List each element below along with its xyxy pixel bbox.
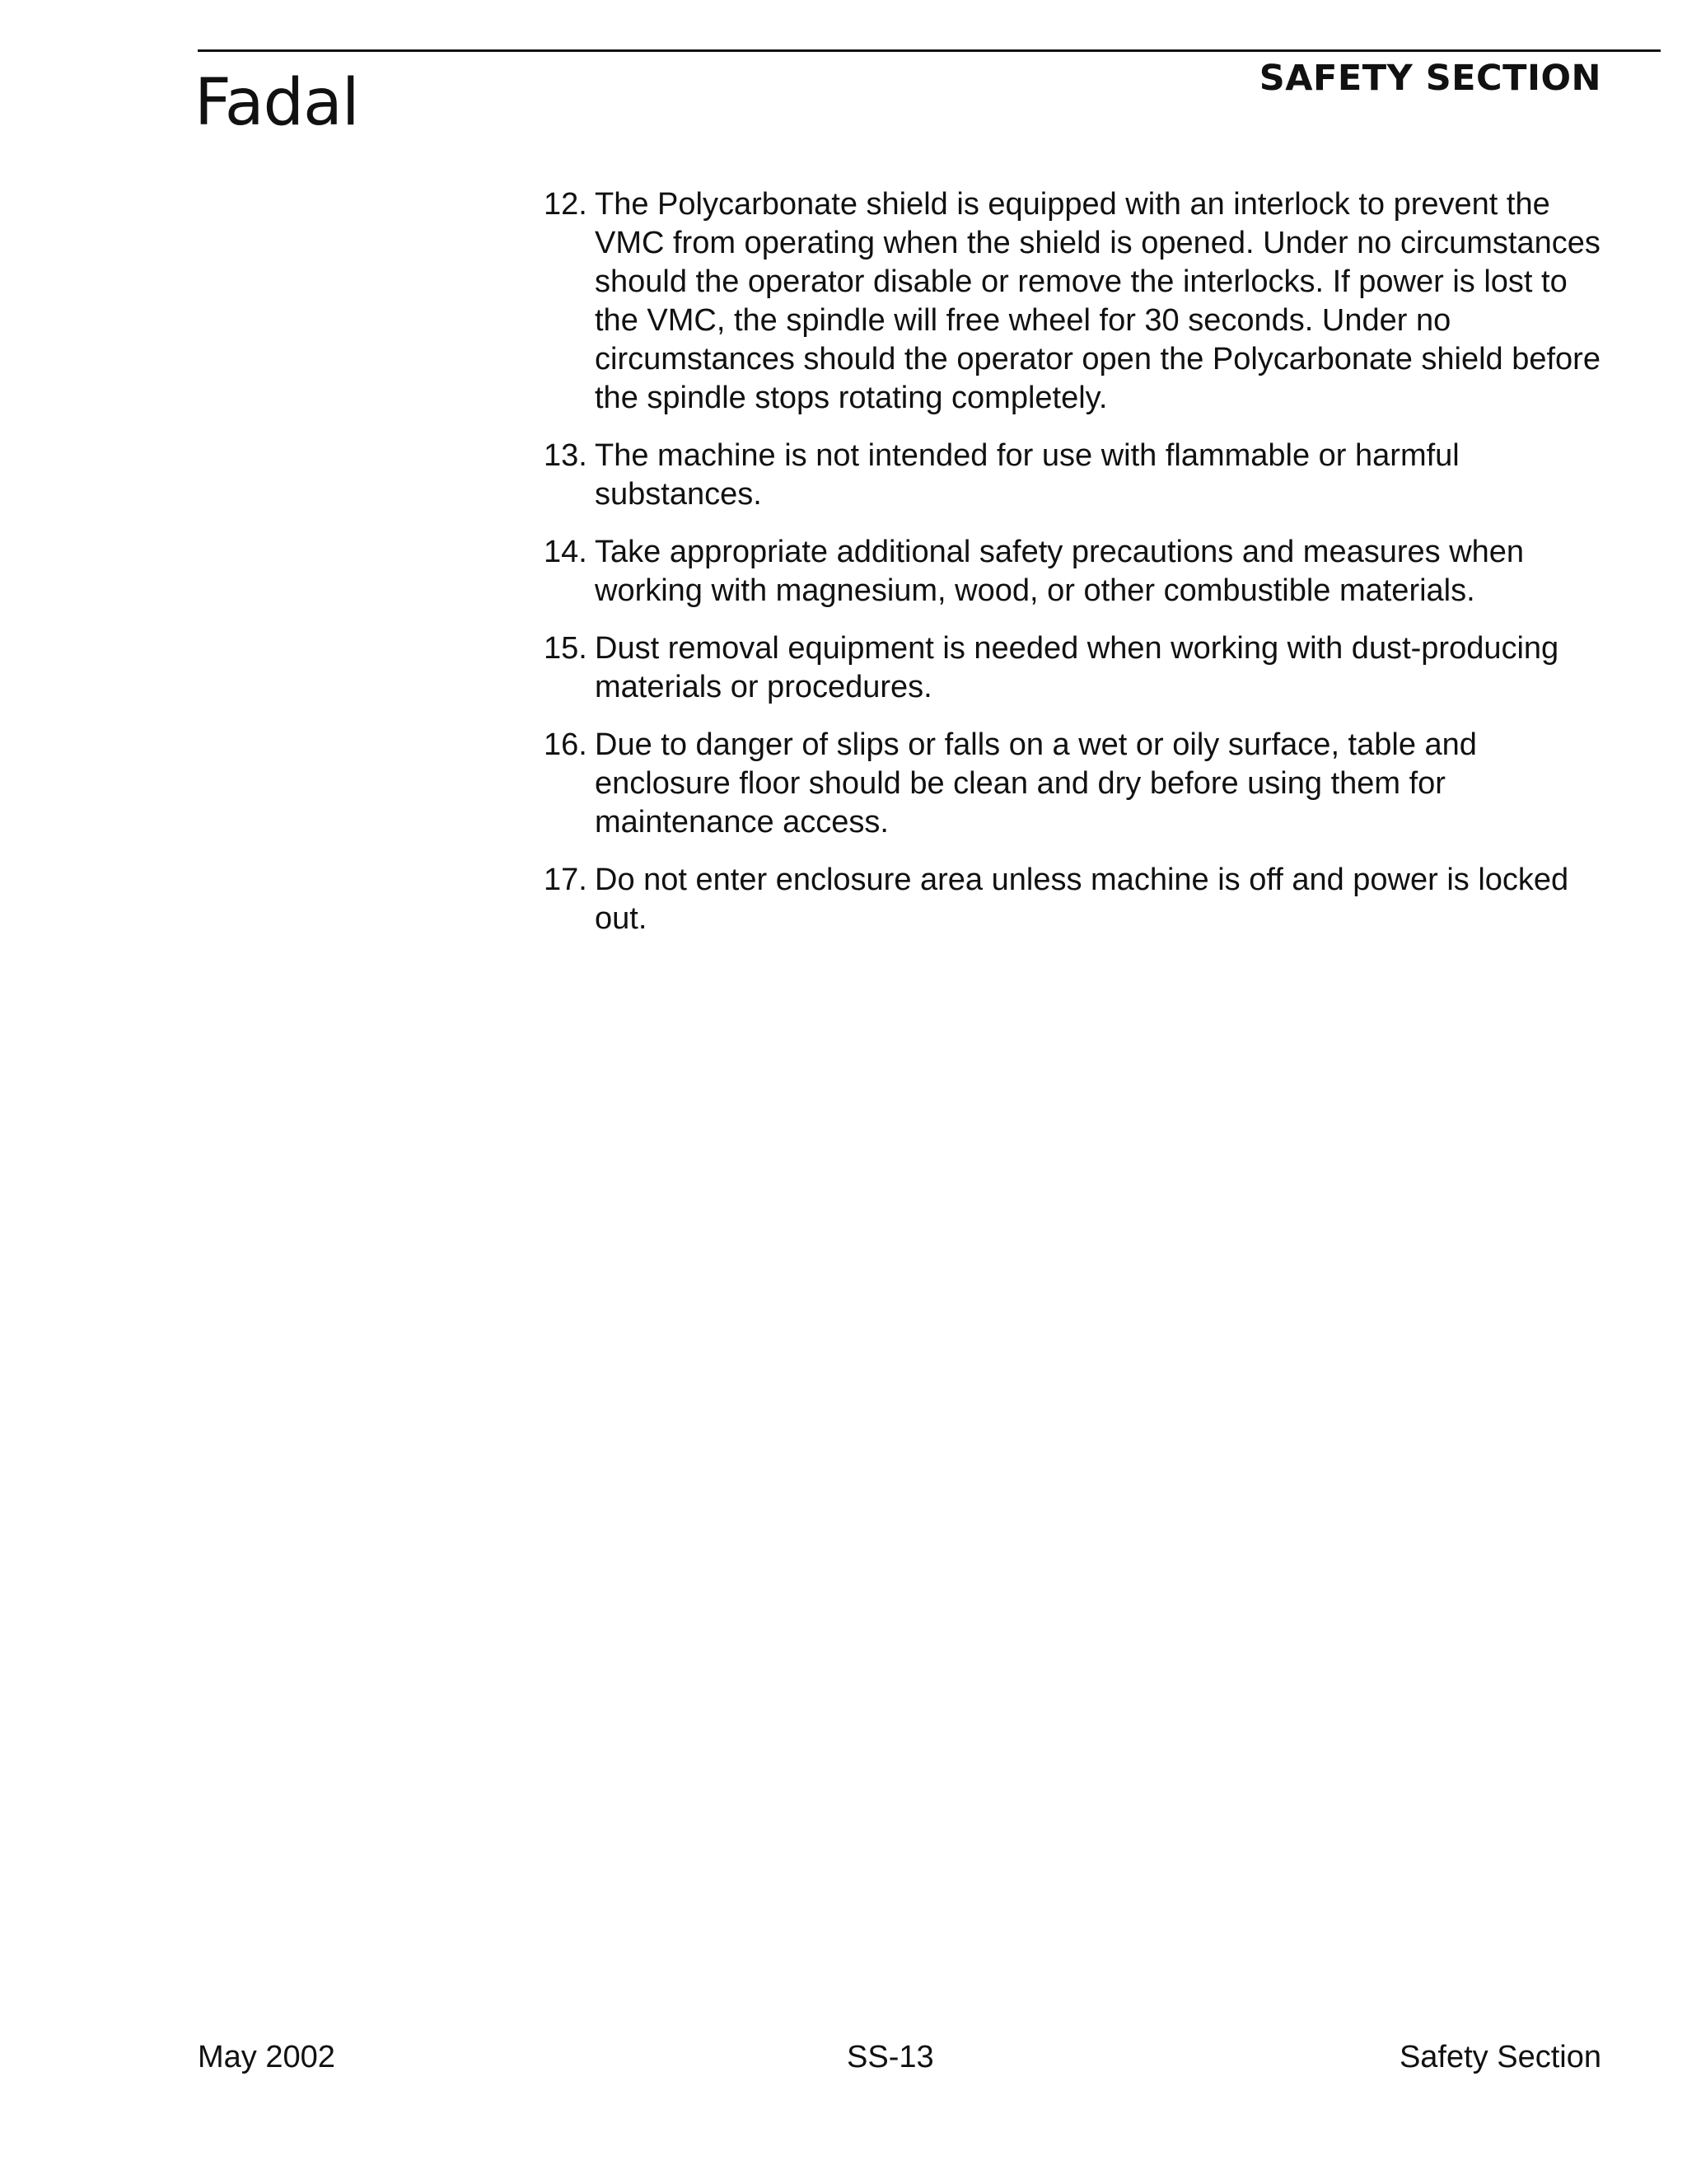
footer-date: May 2002 [198,2040,335,2074]
item-number: 16. [544,727,587,762]
list-item [544,726,1606,842]
item-text: Due to danger of slips or falls on a wet or oily surface, table and enclosure floor should be clean and dry before using them for maintenance access. [595,727,1477,839]
list-item [544,533,1606,610]
list-item [544,185,1606,418]
item-text: Take appropriate additional safety precautions and measures when working with magnesium, wood, or other combustible materials. [595,535,1525,608]
footer-page-number: SS-13 [847,2040,934,2074]
safety-list-container [544,185,1606,957]
item-number: 12. [544,187,587,222]
item-text: The Polycarbonate shield is equipped with an interlock to prevent the VMC from operating when the shield is opened. Under no circumstances should the operator disable or remove the interlocks. If power is lost to the VMC, the spindle will free wheel for 30 seconds. Under no circumstances should the operator open the Polycarbonate shield before the spindle stops rotating completely. [595,187,1601,415]
list-item [544,629,1606,707]
list-item [544,437,1606,514]
footer-section-name: Safety Section [1399,2040,1601,2074]
item-number: 15. [544,631,587,666]
safety-items-list [544,185,1606,938]
section-title: SAFETY SECTION [1259,58,1601,99]
header-rule [198,49,1661,52]
brand-logo-text: Fadal [194,66,359,140]
item-number: 17. [544,863,587,897]
item-text: The machine is not intended for use with flammable or harmful substances. [595,438,1460,512]
item-number: 14. [544,535,587,569]
list-item [544,861,1606,938]
item-text: Do not enter enclosure area unless machine is off and power is locked out. [595,863,1569,936]
item-number: 13. [544,438,587,473]
item-text: Dust removal equipment is needed when working with dust-producing materials or procedures. [595,631,1559,704]
